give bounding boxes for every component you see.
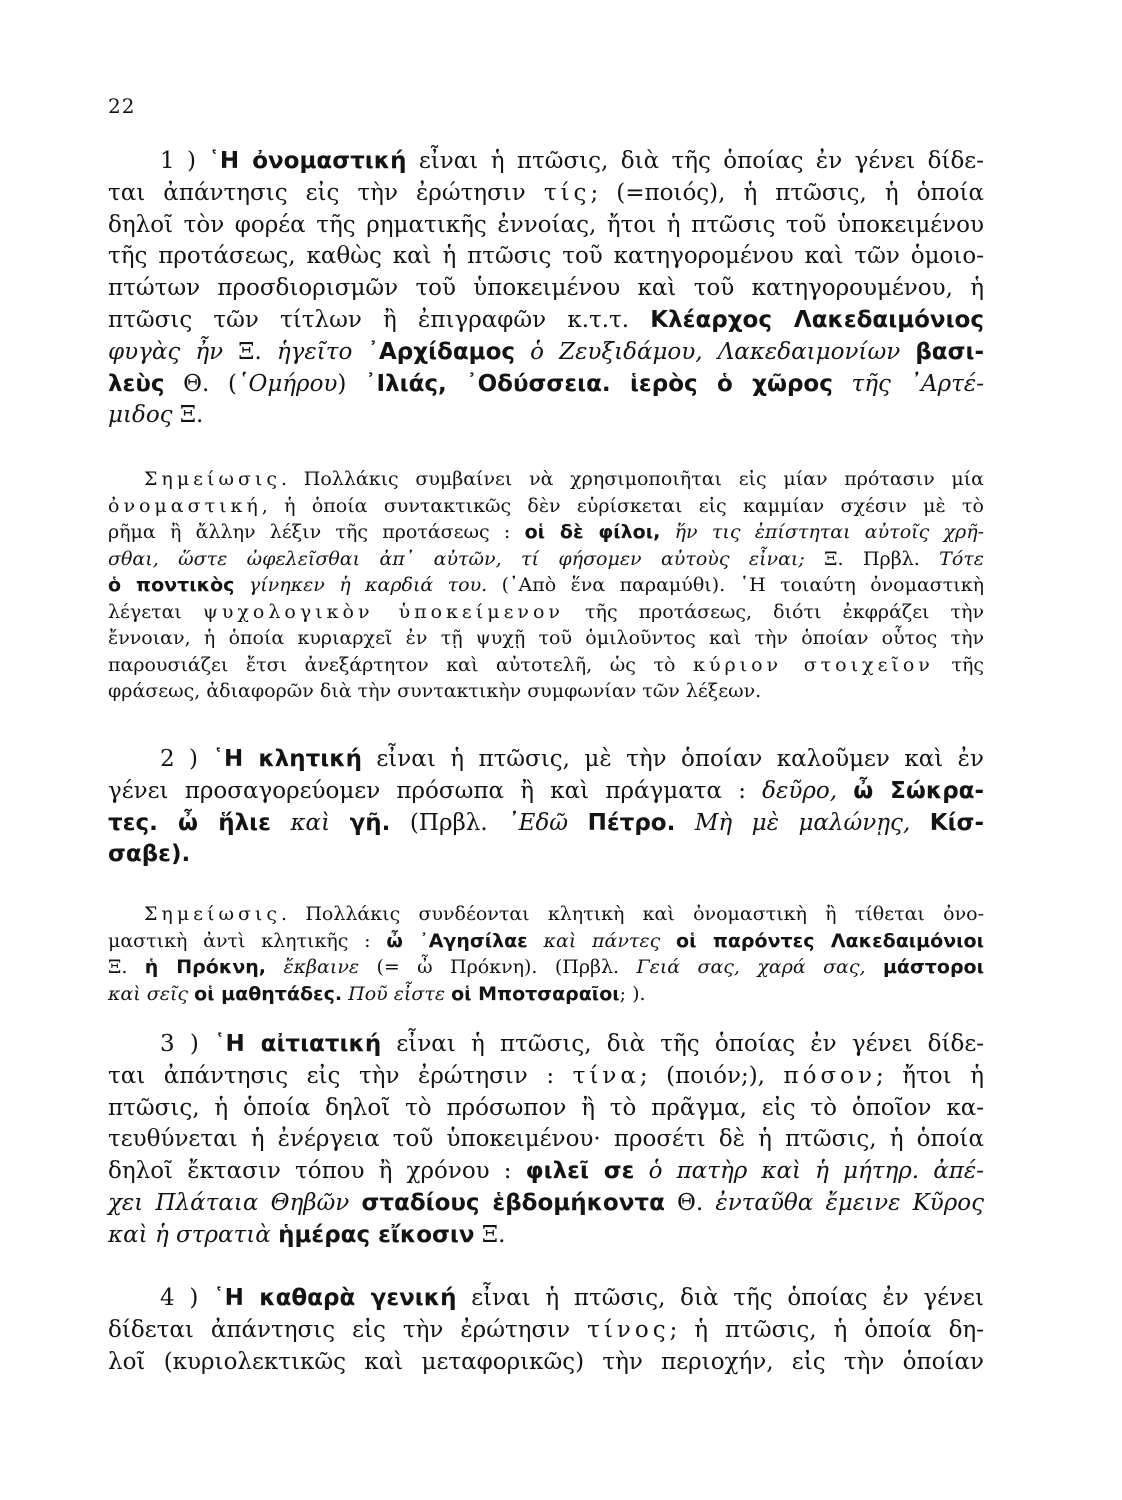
text-line: πτῶσις, ἡ ὁποία δηλοῖ τὸ πρόσωπον ἢ τὸ πρᾶγμα, εἰς τὸ ὁποῖον κα- (108, 1094, 984, 1121)
text-line: φράσεως, ἀδιαφορῶν διὰ τὴν συντακτικὴν συμφωνίαν τῶν λέξεων. (108, 680, 762, 702)
text-line: σαβε). (108, 841, 191, 868)
text-line: Σημείωσις. Πολλάκις συνδέονται κλητικὴ καὶ ὀνομαστικὴ ἢ τίθεται ὀνο- (144, 903, 984, 925)
text-line: 4 ) ῾Η καθαρὰ γενική εἶναι ἡ πτῶσις, διὰ τῆς ὁποίας ἐν γένει (160, 1285, 984, 1311)
paragraph-genitive (108, 1283, 984, 1378)
text-line: σθαι, ὥστε ὠφελεῖσθαι ἀπ᾿ αὐτῶν, τί φήσομεν αὐτοὺς εἶναι; Ξ. Πρβλ. Τότε (108, 547, 984, 570)
text-line: καὶ ἡ στρατιὰ ἡμέρας εἴκοσιν Ξ. (108, 1221, 506, 1248)
text-line: λεὺς Θ. (῾Ομήρου) ᾿Ιλιάς, ᾿Οδύσσεια. ἱερὸς ὁ χῶρος τῆς ᾿Αρτέ- (108, 370, 984, 397)
text-line: 3 ) ῾Η αἰτιατική εἶναι ἡ πτῶσις, διὰ τῆς ὁποίας ἐν γένει δίδε- (160, 1031, 984, 1057)
text-line: πτῶσις τῶν τίτλων ἢ ἐπιγραφῶν κ.τ.τ. Κλέαρχος Λακεδαιμόνιος (108, 306, 984, 333)
text-line: τευθύνεται ἡ ἐνέργεια τοῦ ὑποκειμένου· προσέτι δὲ ἡ πτῶσις, ἡ ὁποία (108, 1126, 984, 1153)
text-line: ρῆμα ἢ ἄλλην λέξιν τῆς προτάσεως : οἱ δὲ φίλοι, ἥν τις ἐπίστηται αὐτοῖς χρῆ- (108, 521, 984, 543)
text-line: ται ἀπάντησις εἰς τὴν ἐρώτησιν : τίνα; (ποιόν;), πόσον; ἤτοι ἡ (108, 1062, 984, 1089)
paragraph-nominative (108, 146, 984, 432)
text-line: ἔννοιαν, ἡ ὁποία κυριαρχεῖ ἐν τῇ ψυχῇ τοῦ ὁμιλοῦντος καὶ τὴν ὁποίαν οὗτος τὴν (108, 627, 984, 649)
note-nominative (108, 466, 984, 705)
text-line: δηλοῖ ἔκτασιν τόπου ἢ χρόνου : φιλεῖ σε ὁ πατὴρ καὶ ἡ μήτηρ. ἀπέ- (108, 1158, 984, 1185)
text-line: τες. ὦ ἥλιε καὶ γῆ. (Πρβλ. ᾿Εδῶ Πέτρο. Μὴ μὲ μαλώνῃς, Κίσ- (108, 809, 985, 836)
text-line: χει Πλάταια Θηβῶν σταδίους ἑβδομήκοντα Θ. ἐνταῦθα ἔμεινε Κῦρος (108, 1189, 985, 1216)
text-line: ὁ ποντικὸς γίνηκεν ἡ καρδιά του. (᾿Απὸ ἕνα παραμύθι). ῾Η τοιαύτη ὀνομαστικὴ (108, 574, 984, 596)
text-line: λέγεται ψυχολογικὸν ὑποκείμενον τῆς προτάσεως, διότι ἐκφράζει τὴν (108, 600, 985, 623)
text-line: γένει προσαγορεύομεν πρόσωπα ἢ καὶ πράγματα : δεῦρο, ὦ Σώκρα- (108, 777, 984, 804)
page-number: 22 (108, 94, 136, 118)
text-line: 1 ) ῾Η ὀνομαστική εἶναι ἡ πτῶσις, διὰ τῆς ὁποίας ἐν γένει δίδε- (160, 148, 984, 174)
text-line: παρουσιάζει ἔτσι ἀνεξάρτητον καὶ αὐτοτελῆ, ὡς τὸ κύριον στοιχεῖον τῆς (108, 653, 984, 676)
paragraph-vocative (108, 744, 984, 871)
text-line: μαστικὴ ἀντὶ κλητικῆς : ὦ ᾿Αγησίλαε καὶ πάντες οἱ παρόντες Λακεδαιμόνιοι (108, 929, 985, 952)
text-line: φυγὰς ἦν Ξ. ἡγεῖτο ᾿Αρχίδαμος ὁ Ζευξιδάμου, Λακεδαιμονίων βασι- (108, 338, 984, 365)
text-line: Σημείωσις. Πολλάκις συμβαίνει νὰ χρησιμοποιῆται εἰς μίαν πρότασιν μία (144, 468, 984, 490)
text-line: ὀνομαστική, ἡ ὁποία συντακτικῶς δὲν εὑρίσκεται εἰς καμμίαν σχέσιν μὲ τὸ (108, 494, 984, 517)
text-line: δηλοῖ τὸν φορέα τῆς ρηματικῆς ἐννοίας, ἤτοι ἡ πτῶσις τοῦ ὑποκειμένου (108, 211, 984, 238)
paragraph-accusative (108, 1029, 984, 1252)
text-line: καὶ σεῖς οἱ μαθητάδες. Ποῦ εἶστε οἱ Μποτσαραῖοι; ). (108, 982, 646, 1005)
text-line: λοῖ (κυριολεκτικῶς καὶ μεταφορικῶς) τὴν περιοχήν, εἰς τὴν ὁποίαν (108, 1348, 984, 1375)
text-line: 2 ) ῾Η κλητική εἶναι ἡ πτῶσις, μὲ τὴν ὁποίαν καλοῦμεν καὶ ἐν (160, 746, 985, 772)
text-line: τῆς προτάσεως, καθὼς καὶ ἡ πτῶσις τοῦ κατηγορομένου καὶ τῶν ὁμοιο- (108, 243, 984, 270)
text-line: ται ἀπάντησις εἰς τὴν ἐρώτησιν τίς; (=ποιός), ἡ πτῶσις, ἡ ὁποία (108, 179, 984, 206)
text-line: Ξ. ἡ Πρόκνη, ἔκβαινε (= ὦ Πρόκνη). (Πρβλ. Γειά σας, χαρά σας, μάστοροι (108, 956, 985, 978)
note-vocative (108, 901, 984, 1007)
text-line: μιδος Ξ. (108, 402, 204, 429)
text-line: πτώτων προσδιορισμῶν τοῦ ὑποκειμένου καὶ τοῦ κατηγορουμένου, ἡ (108, 275, 984, 302)
text-line: δίδεται ἀπάντησις εἰς τὴν ἐρώτησιν τίνος; ἡ πτῶσις, ἡ ὁποία δη- (108, 1316, 984, 1343)
